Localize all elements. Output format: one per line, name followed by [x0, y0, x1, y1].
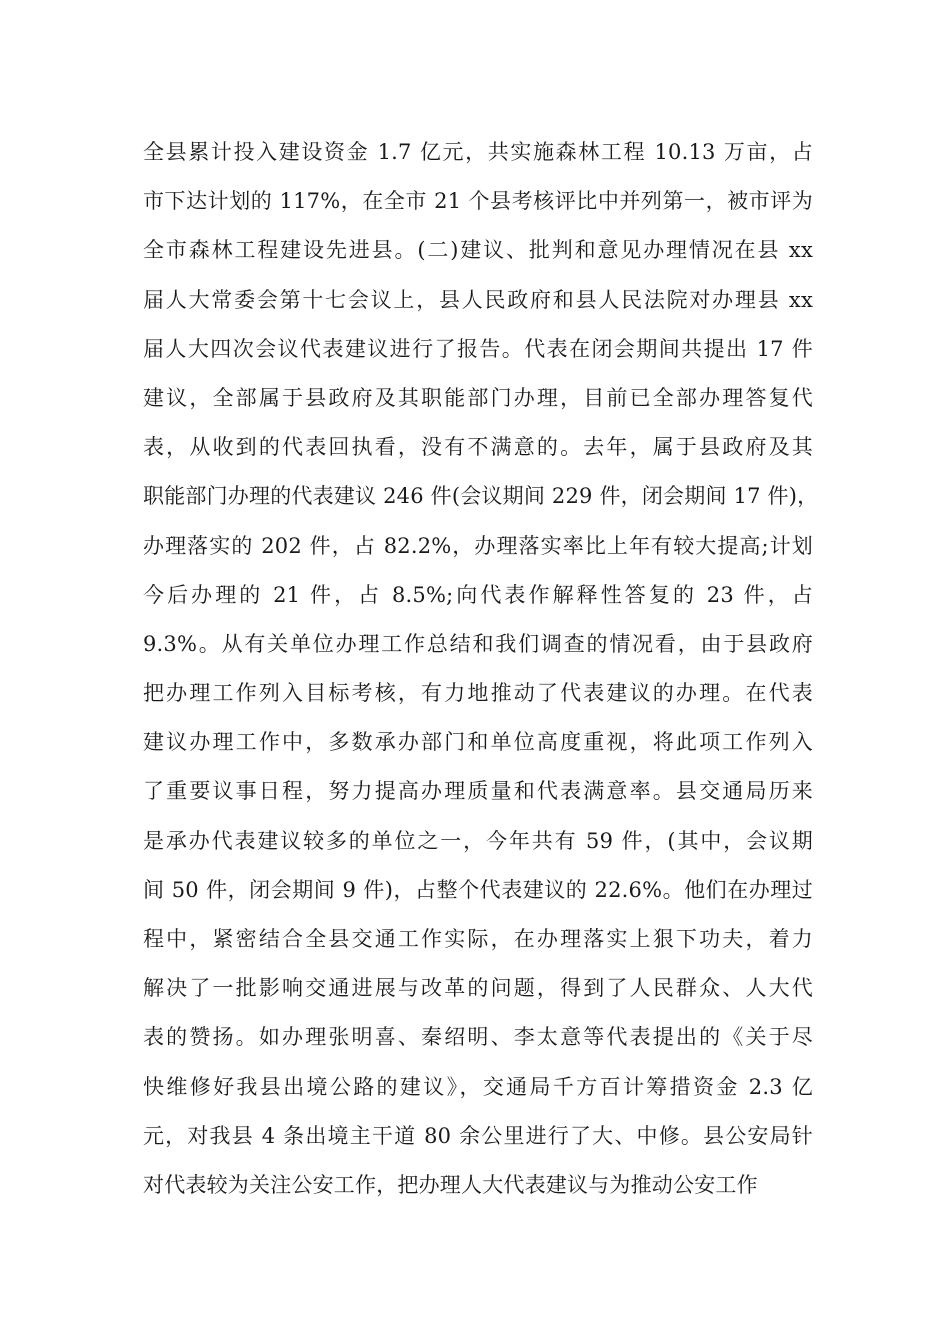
text-line: 把办理工作列入目标考核，有力地推动了代表建议的办理。在代表: [143, 681, 813, 706]
text-line: 表的赞扬。如办理张明喜、秦绍明、李太意等代表提出的《关于尽: [143, 1025, 813, 1050]
text-line: 全县累计投入建设资金 1.7 亿元，共实施森林工程 10.13 万亩，占: [143, 140, 813, 164]
text-line: 职能部门办理的代表建议 246 件(会议期间 229 件，闭会期间 17 件)，: [143, 484, 819, 509]
text-line: 了重要议事日程，努力提高办理质量和代表满意率。县交通局历来: [143, 779, 813, 804]
text-line: 是承办代表建议较多的单位之一，今年共有 59 件，(其中，会议期: [143, 828, 813, 853]
text-line: 间 50 件，闭会期间 9 件)，占整个代表建议的 22.6%。他们在办理过: [143, 877, 813, 902]
text-line: 程中，紧密结合全县交通工作实际，在办理落实上狠下功夫，着力: [143, 927, 813, 951]
text-line: 今后办理的 21 件，占 8.5%;向代表作解释性答复的 23 件，占: [143, 582, 813, 607]
text-line: 元，对我县 4 条出境主干道 80 余公里进行了大、中修。县公安局针: [143, 1123, 813, 1148]
text-line: 建议办理工作中，多数承办部门和单位高度重视，将此项工作列入: [143, 730, 813, 755]
text-line: 9.3%。从有关单位办理工作总结和我们调查的情况看，由于县政府: [143, 631, 813, 656]
text-line: 解决了一批影响交通进展与改革的问题，得到了人民群众、人大代: [143, 976, 813, 1001]
text-line: 市下达计划的 117%，在全市 21 个县考核评比中并列第一，被市评为: [143, 189, 813, 214]
text-line: 对代表较为关注公安工作，把办理人大代表建议与为推动公安工作: [143, 1172, 758, 1197]
text-line: 办理落实的 202 件，占 82.2%，办理落实率比上年有较大提高;计划: [143, 533, 813, 558]
text-line: 届人大常委会第十七会议上，县人民政府和县人民法院对办理县 xx: [143, 287, 813, 312]
text-line: 快维修好我县出境公路的建议》，交通局千方百计筹措资金 2.3 亿: [143, 1074, 813, 1099]
body-paragraph: [143, 128, 819, 1210]
text-line: 届人大四次会议代表建议进行了报告。代表在闭会期间共提出 17 件: [143, 336, 813, 361]
text-line: 表，从收到的代表回执看，没有不满意的。去年，属于县政府及其: [143, 435, 813, 460]
text-line: 建议，全部属于县政府及其职能部门办理，目前已全部办理答复代: [143, 385, 813, 410]
text-line: 全市森林工程建设先进县。(二)建议、批判和意见办理情况在县 xx: [143, 238, 813, 263]
